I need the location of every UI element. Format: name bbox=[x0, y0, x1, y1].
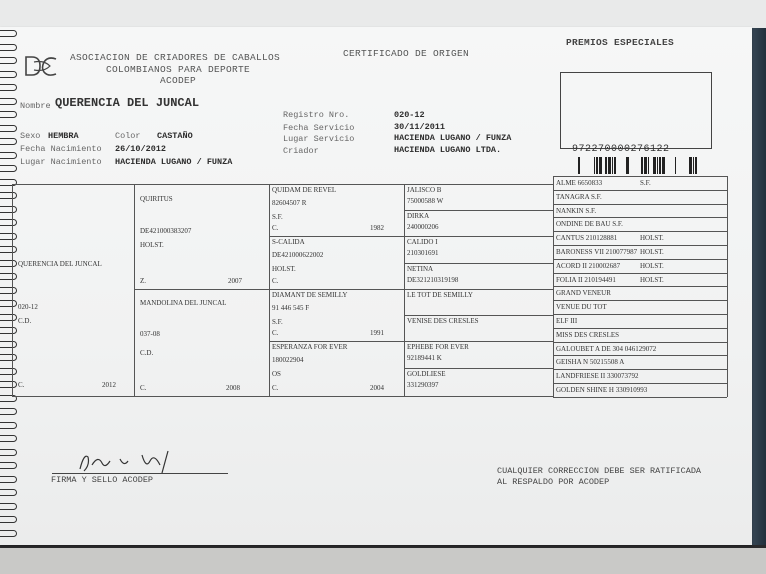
gen5-tag: HOLST. bbox=[640, 234, 664, 243]
gen5-name: ACORD II 210002687 bbox=[556, 261, 621, 270]
premios-box bbox=[560, 72, 712, 149]
gen5-name: VENUE DU TOT bbox=[556, 303, 607, 312]
gen3-code: OS bbox=[272, 370, 281, 378]
gen5-tag: S.F. bbox=[640, 179, 651, 187]
dam-year: 2008 bbox=[226, 384, 240, 392]
gen5-name: CANTUS 210128881 bbox=[556, 234, 618, 243]
gen5-name: ELF III bbox=[556, 317, 578, 325]
gen3-year: 2004 bbox=[370, 384, 384, 392]
spiral-ring bbox=[0, 327, 17, 334]
spiral-ring bbox=[0, 111, 17, 118]
gen4-name: JALISCO B bbox=[407, 186, 442, 194]
horse-name: QUERENCIA DEL JUNCAL bbox=[55, 96, 200, 110]
premios-title: PREMIOS ESPECIALES bbox=[566, 37, 675, 48]
gen4-name: DIRKA bbox=[407, 212, 430, 220]
fecha-nacimiento-label: Fecha Nacimiento bbox=[20, 144, 102, 154]
gen4-id: 75000588 W bbox=[407, 197, 444, 205]
gen4-name: EPHEBE FOR EVER bbox=[407, 343, 469, 351]
spiral-ring bbox=[0, 449, 17, 456]
gen3-name: DIAMANT DE SEMILLY bbox=[272, 291, 348, 299]
spiral-ring bbox=[0, 44, 17, 51]
gen5-name: NANKIN S.F. bbox=[556, 206, 597, 215]
subject-year: 2012 bbox=[102, 381, 116, 389]
spiral-ring bbox=[0, 476, 17, 483]
dam-code: C.D. bbox=[140, 349, 154, 357]
fecha-nacimiento-value: 26/10/2012 bbox=[115, 144, 167, 154]
spiral-ring bbox=[0, 516, 17, 523]
acodep-logo-icon bbox=[22, 54, 62, 78]
gen3-id: 82604507 R bbox=[272, 199, 307, 207]
signature-label: FIRMA Y SELLO ACODEP bbox=[51, 475, 154, 485]
sexo-value: HEMBRA bbox=[48, 131, 79, 141]
spiral-ring bbox=[0, 408, 17, 415]
gen5-name: GRAND VENEUR bbox=[556, 289, 611, 298]
gen4-name: CALIDO I bbox=[407, 238, 438, 246]
spiral-ring bbox=[0, 57, 17, 64]
gen4-name: VENISE DES CRESLES bbox=[407, 317, 479, 325]
gen4-id: 240000206 bbox=[407, 223, 439, 231]
sire-name: QUIRITUS bbox=[140, 195, 173, 203]
dam-name: MANDOLINA DEL JUNCAL bbox=[140, 299, 227, 307]
gen4-name: GOLDLIESE bbox=[407, 370, 446, 378]
gen5-name: FOLIA II 210194491 bbox=[556, 275, 616, 284]
spiral-ring bbox=[0, 165, 17, 172]
gen3-year: 1982 bbox=[370, 224, 384, 232]
criador-value: HACIENDA LUGANO LTDA. bbox=[394, 145, 502, 155]
gen3-code: S.F. bbox=[272, 318, 283, 326]
gen3-id: DE421000622002 bbox=[272, 251, 324, 259]
color-label: Color bbox=[115, 131, 141, 141]
gen4-id: 331290397 bbox=[407, 381, 439, 389]
gen4-name: LE TOT DE SEMILLY bbox=[407, 291, 473, 299]
correction-note-line1: CUALQUIER CORRECCION DEBE SER RATIFICADA bbox=[497, 466, 702, 476]
spiral-ring bbox=[0, 489, 17, 496]
sexo-label: Sexo bbox=[20, 131, 41, 141]
certificate-sheet bbox=[0, 27, 752, 545]
gen4-id: 92189441 K bbox=[407, 354, 442, 362]
spiral-ring bbox=[0, 287, 17, 294]
sire-year: 2007 bbox=[228, 277, 242, 285]
gen5-name: MISS DES CRESLES bbox=[556, 330, 620, 339]
gen5-name: ONDINE DE BAU S.F. bbox=[556, 220, 623, 229]
barcode bbox=[572, 157, 700, 174]
certificate-title: CERTIFICADO DE ORIGEN bbox=[343, 48, 470, 59]
spiral-ring bbox=[0, 206, 17, 213]
gen5-name: TANAGRA S.F. bbox=[556, 192, 602, 201]
spiral-ring bbox=[0, 314, 17, 321]
spiral-ring bbox=[0, 30, 17, 37]
gen3-bottom-left: C. bbox=[272, 224, 279, 232]
lugar-servicio-value: HACIENDA LUGANO / FUNZA bbox=[394, 133, 512, 143]
spiral-ring bbox=[0, 422, 17, 429]
spiral-ring bbox=[0, 219, 17, 226]
gen3-code: HOLST. bbox=[272, 265, 296, 273]
spiral-ring bbox=[0, 260, 17, 267]
gen3-name: QUIDAM DE REVEL bbox=[272, 186, 337, 194]
gen5-name: LANDFRIESE II 330073792 bbox=[556, 372, 639, 381]
spiral-ring bbox=[0, 138, 17, 145]
signature-line bbox=[52, 473, 228, 474]
gen5-tag: HOLST. bbox=[640, 248, 664, 256]
subject-reg: 020-12 bbox=[18, 303, 38, 311]
gen5-name: BARONESS VII 210077987 bbox=[556, 248, 638, 256]
spiral-ring bbox=[0, 341, 17, 348]
criador-label: Criador bbox=[283, 146, 319, 156]
background-desk bbox=[0, 548, 766, 574]
spiral-ring bbox=[0, 300, 17, 307]
spiral-ring bbox=[0, 273, 17, 280]
spiral-ring bbox=[0, 368, 17, 375]
lugar-servicio-label: Lugar Servicio bbox=[283, 134, 355, 144]
gen4-id: DE321210319198 bbox=[407, 276, 459, 284]
spiral-ring bbox=[0, 381, 17, 388]
subject-bottom-left: C. bbox=[18, 381, 25, 389]
spiral-ring bbox=[0, 462, 17, 469]
spiral-ring bbox=[0, 354, 17, 361]
gen5-name: ALME 6650833 bbox=[556, 179, 603, 187]
org-name-line1: ASOCIACION DE CRIADORES DE CABALLOS bbox=[70, 52, 281, 63]
spiral-ring bbox=[0, 503, 17, 510]
gen3-name: S-CALIDA bbox=[272, 238, 305, 246]
gen4-id: 210301691 bbox=[407, 249, 439, 257]
fecha-servicio-value: 30/11/2011 bbox=[394, 122, 446, 132]
gen4-name: NETINA bbox=[407, 265, 434, 273]
gen3-name: ESPERANZA FOR EVER bbox=[272, 343, 348, 351]
lugar-nacimiento-value: HACIENDA LUGANO / FUNZA bbox=[115, 157, 233, 167]
registro-value: 020-12 bbox=[394, 110, 425, 120]
gen3-id: 91 446 545 F bbox=[272, 304, 310, 312]
gen5-tag: HOLST. bbox=[640, 275, 664, 284]
gen3-year: 1991 bbox=[370, 329, 384, 337]
gen5-tag: HOLST. bbox=[640, 261, 664, 270]
spiral-ring bbox=[0, 84, 17, 91]
spiral-ring bbox=[0, 233, 17, 240]
gen5-name: GOLDEN SHINE H 330910993 bbox=[556, 386, 648, 394]
sire-id: DE421000383207 bbox=[140, 227, 192, 235]
barcode-number: 972270000276122 bbox=[572, 144, 670, 155]
org-name-line2: COLOMBIANOS PARA DEPORTE bbox=[106, 64, 251, 75]
background-top bbox=[0, 0, 766, 28]
dam-id: 037-08 bbox=[140, 330, 160, 338]
spiral-ring bbox=[0, 435, 17, 442]
gen5-name: GEISHA N 50215508 A bbox=[556, 358, 625, 367]
sire-breed: HOLST. bbox=[140, 241, 164, 249]
gen3-code: S.F. bbox=[272, 213, 283, 221]
spiral-ring bbox=[0, 246, 17, 253]
dam-bottom-left: C. bbox=[140, 384, 147, 392]
subject-code: C.D. bbox=[18, 317, 32, 325]
background-right bbox=[750, 28, 766, 548]
gen3-id: 180022904 bbox=[272, 356, 304, 364]
gen3-bottom-left: C. bbox=[272, 384, 279, 392]
subject-name: QUERENCIA DEL JUNCAL bbox=[18, 260, 102, 268]
fecha-servicio-label: Fecha Servicio bbox=[283, 123, 355, 133]
spiral-ring bbox=[0, 98, 17, 105]
spiral-ring bbox=[0, 192, 17, 199]
spiral-ring bbox=[0, 530, 17, 537]
correction-note-line2: AL RESPALDO POR ACODEP bbox=[497, 477, 610, 487]
lugar-nacimiento-label: Lugar Nacimiento bbox=[20, 157, 102, 167]
org-name-line3: ACODEP bbox=[160, 75, 197, 86]
spiral-ring bbox=[0, 71, 17, 78]
sire-bottom-left: Z. bbox=[140, 277, 147, 285]
spiral-ring bbox=[0, 152, 17, 159]
nombre-label: Nombre bbox=[20, 101, 51, 111]
gen3-bottom-left: C. bbox=[272, 277, 279, 285]
spiral-ring bbox=[0, 125, 17, 132]
gen3-bottom-left: C. bbox=[272, 329, 279, 337]
color-value: CASTAÑO bbox=[157, 131, 193, 141]
registro-label: Registro Nro. bbox=[283, 110, 350, 120]
gen5-name: GALOUBET A DE 304 046129072 bbox=[556, 344, 657, 353]
